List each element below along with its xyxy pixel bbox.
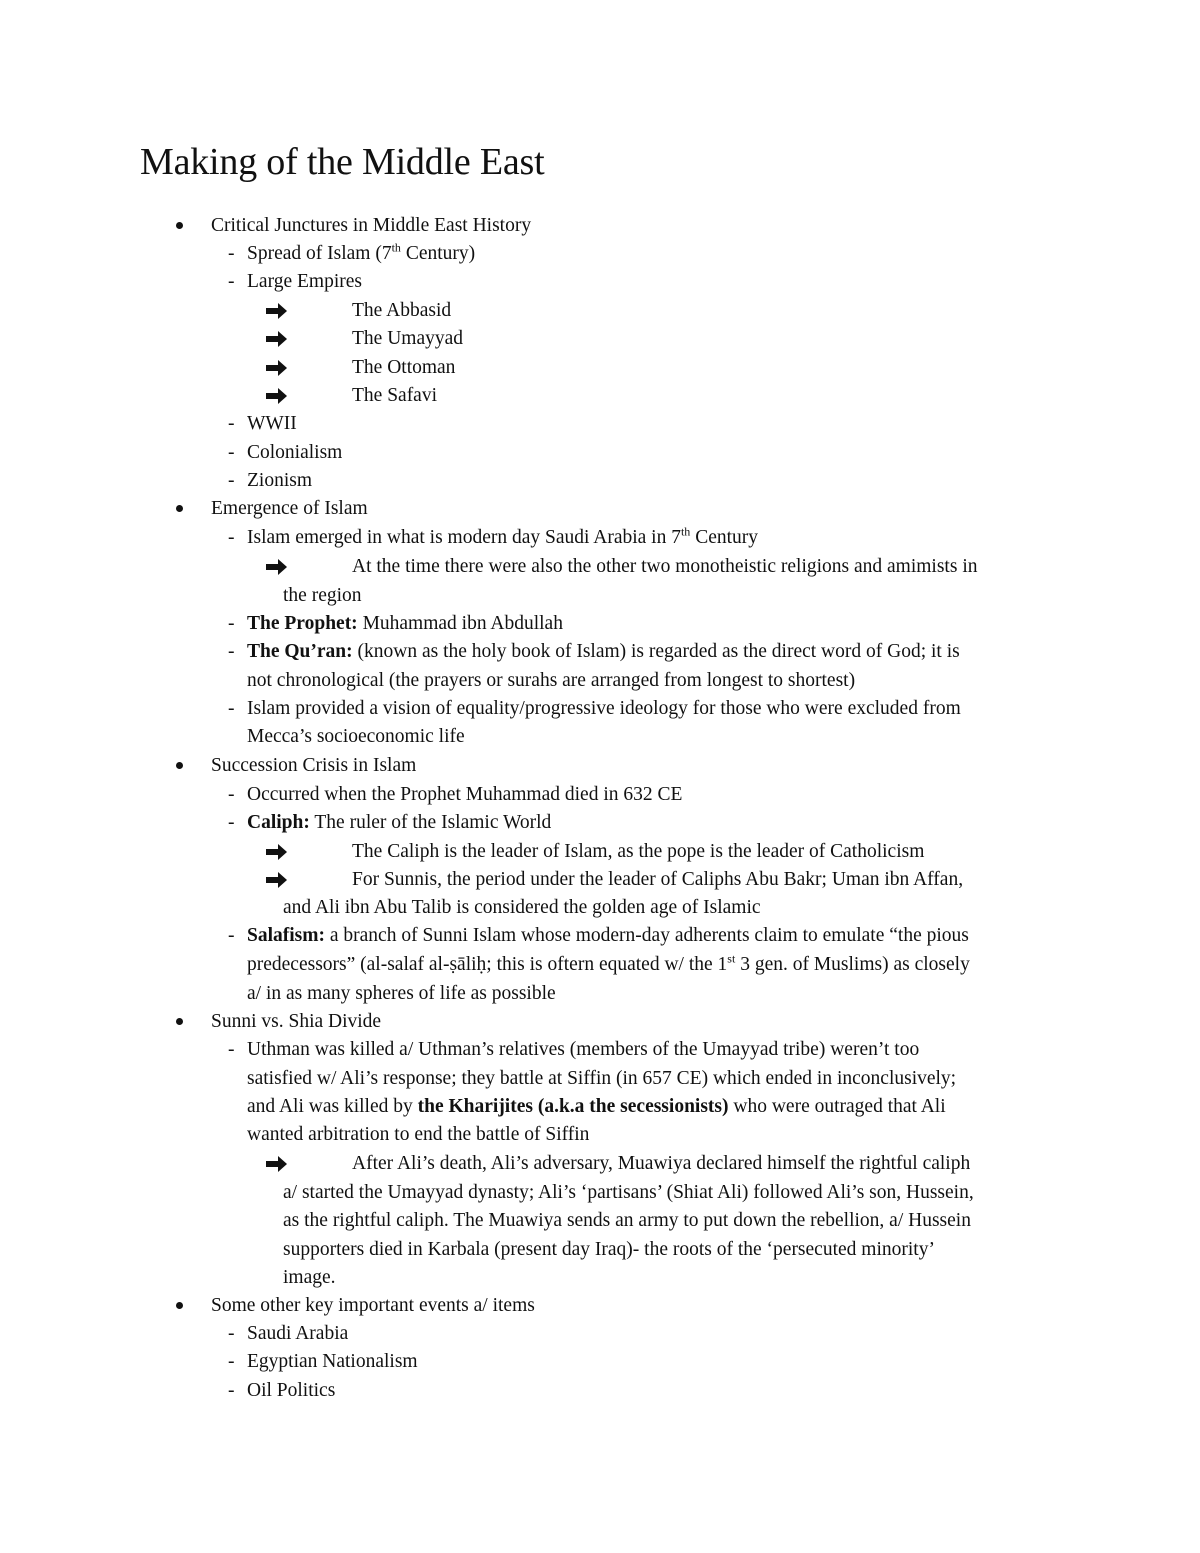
arrow-right-icon bbox=[266, 387, 288, 405]
list-item-continuation: and Ali was killed by the Kharijites (a.k.a the secessionists) who were outraged that Ali bbox=[247, 1096, 946, 1117]
dash-marker: - bbox=[228, 442, 235, 463]
dash-marker: - bbox=[228, 784, 235, 805]
list-item-continuation: predecessors” (al-salaf al-ṣāliḥ; this is oftern equated w/ the 1st 3 gen. of Muslims) as closely bbox=[247, 951, 970, 975]
bullet-icon bbox=[176, 1018, 183, 1025]
list-item: The Caliph is the leader of Islam, as the pope is the leader of Catholicism bbox=[352, 841, 925, 862]
list-item: Spread of Islam (7th Century) bbox=[247, 240, 476, 264]
section-heading: Succession Crisis in Islam bbox=[211, 755, 417, 776]
list-item: Oil Politics bbox=[247, 1380, 336, 1401]
dash-marker: - bbox=[228, 698, 235, 719]
list-item-continuation: a/ in as many spheres of life as possible bbox=[247, 983, 556, 1004]
list-item: At the time there were also the other two monotheistic religions and amimists in bbox=[352, 556, 978, 577]
arrow-right-icon bbox=[266, 558, 288, 576]
dash-marker: - bbox=[228, 641, 235, 662]
list-item: Islam emerged in what is modern day Saudi Arabia in 7th Century bbox=[247, 524, 759, 548]
section-heading: Sunni vs. Shia Divide bbox=[211, 1011, 382, 1032]
list-item: The Umayyad bbox=[352, 328, 464, 349]
list-item: Saudi Arabia bbox=[247, 1323, 349, 1344]
list-item: The Ottoman bbox=[352, 357, 456, 378]
list-item-continuation: wanted arbitration to end the battle of Siffin bbox=[247, 1124, 590, 1145]
bullet-icon bbox=[176, 762, 183, 769]
list-item: Salafism: a branch of Sunni Islam whose modern-day adherents claim to emulate “the pious bbox=[247, 925, 969, 946]
list-item: The Abbasid bbox=[352, 300, 452, 321]
list-item-continuation: as the rightful caliph. The Muawiya sends an army to put down the rebellion, a/ Hussein bbox=[283, 1210, 971, 1231]
list-item: Islam provided a vision of equality/progressive ideology for those who were excluded from bbox=[247, 698, 961, 719]
section-heading: Some other key important events a/ items bbox=[211, 1295, 535, 1316]
bullet-icon bbox=[176, 222, 183, 229]
list-item: The Qu’ran: (known as the holy book of Islam) is regarded as the direct word of God; it is bbox=[247, 641, 960, 662]
list-item: Colonialism bbox=[247, 442, 343, 463]
dash-marker: - bbox=[228, 613, 235, 634]
section-heading: Emergence of Islam bbox=[211, 498, 368, 519]
arrow-right-icon bbox=[266, 330, 288, 348]
list-item: Uthman was killed a/ Uthman’s relatives (members of the Umayyad tribe) weren’t too bbox=[247, 1039, 920, 1060]
list-item: Caliph: The ruler of the Islamic World bbox=[247, 812, 552, 833]
list-item-continuation: satisfied w/ Ali’s response; they battle at Siffin (in 657 CE) which ended in inconclusively; bbox=[247, 1068, 957, 1089]
dash-marker: - bbox=[228, 1380, 235, 1401]
section-heading: Critical Junctures in Middle East History bbox=[211, 215, 532, 236]
list-item-continuation: the region bbox=[283, 585, 362, 606]
bullet-icon bbox=[176, 505, 183, 512]
dash-marker: - bbox=[228, 470, 235, 491]
dash-marker: - bbox=[228, 812, 235, 833]
list-item: The Prophet: Muhammad ibn Abdullah bbox=[247, 613, 563, 634]
arrow-right-icon bbox=[266, 1155, 288, 1173]
list-item: Egyptian Nationalism bbox=[247, 1351, 418, 1372]
list-item-continuation: supporters died in Karbala (present day Iraq)- the roots of the ‘persecuted minority’ bbox=[283, 1239, 935, 1260]
dash-marker: - bbox=[228, 527, 235, 548]
list-item-continuation: image. bbox=[283, 1267, 336, 1288]
arrow-right-icon bbox=[266, 843, 288, 861]
arrow-right-icon bbox=[266, 359, 288, 377]
dash-marker: - bbox=[228, 1323, 235, 1344]
list-item: Zionism bbox=[247, 470, 313, 491]
dash-marker: - bbox=[228, 271, 235, 292]
dash-marker: - bbox=[228, 1351, 235, 1372]
list-item: For Sunnis, the period under the leader of Caliphs Abu Bakr; Uman ibn Affan, bbox=[352, 869, 964, 890]
dash-marker: - bbox=[228, 413, 235, 434]
arrow-right-icon bbox=[266, 871, 288, 889]
dash-marker: - bbox=[228, 243, 235, 264]
list-item-continuation: a/ started the Umayyad dynasty; Ali’s ‘partisans’ (Shiat Ali) followed Ali’s son, Hussein, bbox=[283, 1182, 974, 1203]
bullet-icon bbox=[176, 1302, 183, 1309]
list-item: The Safavi bbox=[352, 385, 438, 406]
list-item-continuation: not chronological (the prayers or surahs are arranged from longest to shortest) bbox=[247, 670, 856, 691]
list-item: After Ali’s death, Ali’s adversary, Muawiya declared himself the rightful caliph bbox=[352, 1153, 971, 1174]
list-item: WWII bbox=[247, 413, 297, 434]
arrow-right-icon bbox=[266, 302, 288, 320]
dash-marker: - bbox=[228, 1039, 235, 1060]
list-item-continuation: Mecca’s socioeconomic life bbox=[247, 726, 465, 747]
list-item-continuation: and Ali ibn Abu Talib is considered the golden age of Islamic bbox=[283, 897, 761, 918]
list-item: Large Empires bbox=[247, 271, 362, 292]
list-item: Occurred when the Prophet Muhammad died in 632 CE bbox=[247, 784, 683, 805]
dash-marker: - bbox=[228, 925, 235, 946]
page-title: Making of the Middle East bbox=[140, 141, 545, 183]
